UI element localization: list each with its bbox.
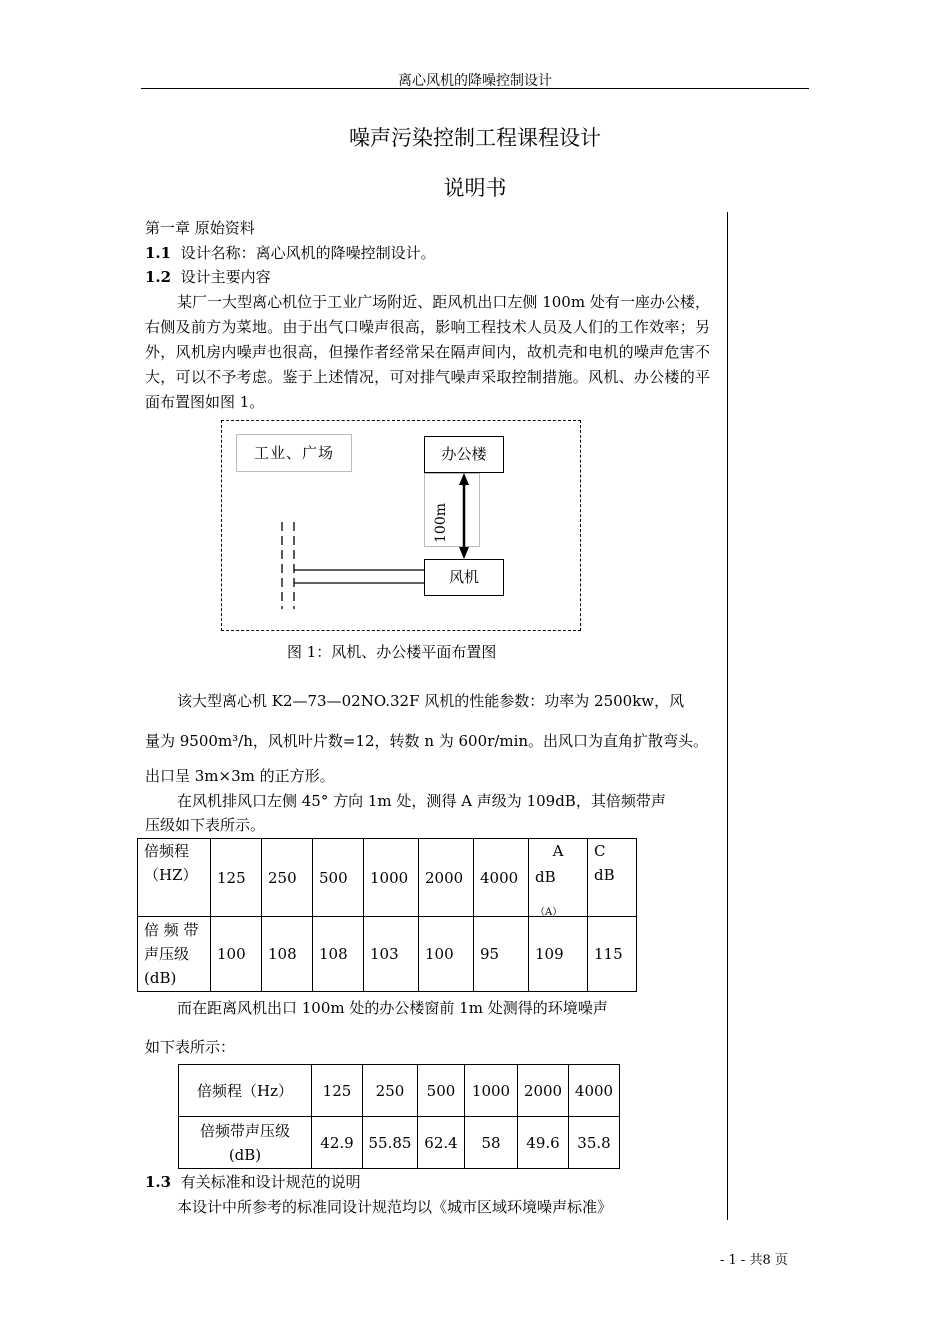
table-cell: 4000 bbox=[474, 839, 529, 917]
table-cell: 55.85 bbox=[363, 1117, 418, 1169]
table-cell: 2000 bbox=[419, 839, 474, 917]
c-weighted-header bbox=[588, 839, 637, 917]
table-cell: 115 bbox=[588, 917, 637, 992]
table-cell: 125 bbox=[312, 1065, 363, 1117]
document-subtitle: 说明书 bbox=[443, 176, 507, 200]
table-cell: 4000 bbox=[569, 1065, 620, 1117]
layout-figure bbox=[221, 420, 581, 631]
standards-paragraph: 本设计中所参考的标准同设计规范均以《城市区域环境噪声标准》 bbox=[177, 1198, 613, 1216]
chapter-heading: 第一章 原始资料 bbox=[145, 219, 255, 237]
table-cell: 1000 bbox=[465, 1065, 518, 1117]
table-cell: 1000 bbox=[364, 839, 419, 917]
table-cell: 103 bbox=[364, 917, 419, 992]
para4-line1: 而在距离风机出口 100m 处的办公楼窗前 1m 处测得的环境噪声 bbox=[177, 999, 608, 1017]
section-text: 设计主要内容 bbox=[180, 268, 271, 286]
cell-text: A bbox=[552, 842, 564, 860]
table-cell: 42.9 bbox=[312, 1117, 363, 1169]
cell-text: 倍频带声压级 bbox=[199, 1121, 290, 1140]
distance-label: 100m bbox=[433, 503, 449, 543]
margin-rule bbox=[727, 212, 728, 1220]
para4-line2: 如下表所示： bbox=[145, 1038, 236, 1056]
table-cell: 250 bbox=[262, 839, 313, 917]
cell-text: （HZ） bbox=[144, 866, 198, 884]
section-text: 设计名称：离心风机的降噪控制设计。 bbox=[180, 244, 436, 262]
table-cell: 500 bbox=[418, 1065, 465, 1117]
section-number: 1.2 bbox=[145, 268, 172, 286]
table-cell: 62.4 bbox=[418, 1117, 465, 1169]
table-cell: 35.8 bbox=[569, 1117, 620, 1169]
table-cell: 49.6 bbox=[518, 1117, 569, 1169]
para2-line3: 出口呈 3m×3m 的正方形。 bbox=[145, 767, 335, 785]
table-header-cell: 倍频程（Hz） bbox=[179, 1065, 312, 1117]
table-cell: 100 bbox=[419, 917, 474, 992]
para2-line2: 量为 9500m³/h，风机叶片数=12，转数 n 为 600r/min。出风口为直角扩散弯头。 bbox=[145, 732, 709, 750]
table-cell: 100 bbox=[211, 917, 262, 992]
table-cell: 95 bbox=[474, 917, 529, 992]
unit-text: dB bbox=[535, 868, 556, 886]
table-cell: 250 bbox=[363, 1065, 418, 1117]
table-row bbox=[179, 1117, 620, 1169]
table-cell: 108 bbox=[262, 917, 313, 992]
cell-text bbox=[535, 865, 581, 916]
table-row bbox=[179, 1065, 620, 1117]
section-1-3 bbox=[145, 1170, 361, 1194]
table-cell: 2000 bbox=[518, 1065, 569, 1117]
cell-text: (dB) bbox=[144, 969, 177, 987]
table-cell: 108 bbox=[313, 917, 364, 992]
table-header-cell bbox=[179, 1117, 312, 1169]
square-label: 工业、广场 bbox=[236, 434, 352, 472]
page-footer: - 1 - 共8 页 bbox=[720, 1253, 788, 1268]
figure-caption: 图 1：风机、办公楼平面布置图 bbox=[287, 643, 497, 661]
para3-line2: 压级如下表所示。 bbox=[145, 816, 266, 834]
table-header-cell bbox=[138, 839, 211, 917]
section-number: 1.1 bbox=[145, 244, 172, 262]
cell-text: dB bbox=[594, 866, 615, 884]
a-weighted-header bbox=[529, 839, 588, 917]
cell-text: 倍 频 带 bbox=[144, 921, 199, 939]
cell-text: 倍频程 bbox=[144, 842, 190, 860]
table-header-cell bbox=[138, 917, 211, 992]
intro-paragraph: 某厂一大型离心机位于工业广场附近、距风机出口左侧 100m 处有一座办公楼，右侧及前方为菜地。由于出气口噪声很高，影响工程技术人员及人们的工作效率；另外，风机房内噪声也很高，但操作者经常呆在隔声间内，故机壳和电机的噪声危害不大，可以不予考虑。鉴于上述情况，可对排气噪声采取控制措施。风机、办公楼的平面布置图如图 1。 bbox=[145, 293, 710, 411]
section-text: 有关标准和设计规范的说明 bbox=[180, 1173, 361, 1191]
document-title: 噪声污染控制工程课程设计 bbox=[349, 126, 601, 150]
table-cell: 500 bbox=[313, 839, 364, 917]
table-cell: 58 bbox=[465, 1117, 518, 1169]
para3-line1: 在风机排风口左侧 45° 方向 1m 处，测得 A 声级为 109dB，其倍频带声 bbox=[177, 792, 666, 810]
office-noise-table bbox=[178, 1064, 620, 1169]
cell-text: (dB) bbox=[228, 1145, 262, 1164]
section-1-2 bbox=[145, 265, 271, 289]
distance-arrow bbox=[222, 421, 582, 632]
table-cell: 125 bbox=[211, 839, 262, 917]
office-building-box: 办公楼 bbox=[424, 436, 504, 473]
section-1-1 bbox=[145, 241, 436, 265]
fan-box: 风机 bbox=[424, 559, 504, 596]
section-number: 1.3 bbox=[145, 1173, 172, 1191]
cell-text: C bbox=[594, 842, 606, 860]
para2-line1: 该大型离心机 K2—73—02NO.32F 风机的性能参数：功率为 2500kw，风 bbox=[177, 692, 685, 710]
table-row bbox=[138, 917, 637, 992]
source-spectrum-table bbox=[137, 838, 637, 992]
unit-subscript: （A） bbox=[535, 907, 563, 918]
header-rule bbox=[141, 88, 809, 89]
cell-text: 声压级 bbox=[144, 945, 190, 963]
running-header: 离心风机的降噪控制设计 bbox=[398, 73, 552, 89]
table-cell: 109 bbox=[529, 917, 588, 992]
table-row bbox=[138, 839, 637, 917]
